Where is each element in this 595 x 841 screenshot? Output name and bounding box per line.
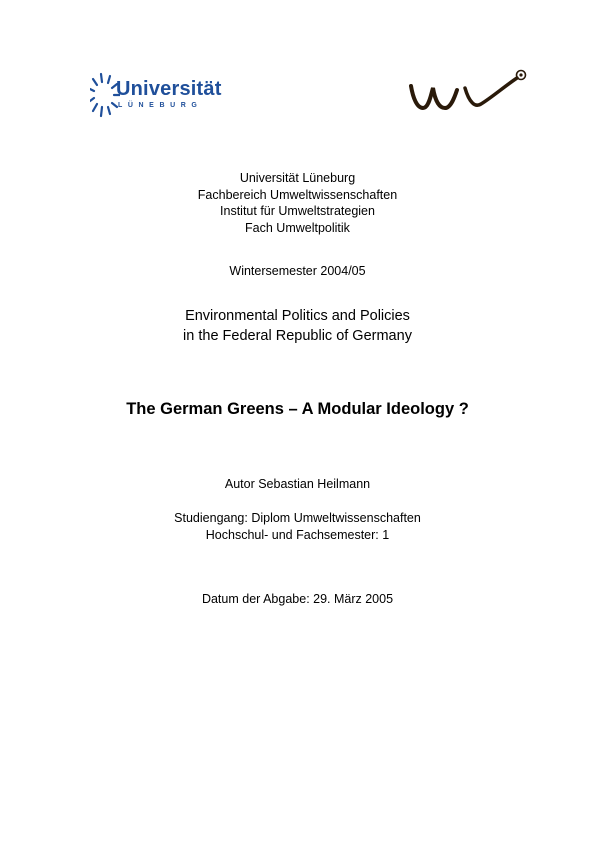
institution-institute: Institut für Umweltstrategien <box>220 204 375 218</box>
logo-wordmark: Universität <box>116 78 222 100</box>
institution-university: Universität Lüneburg <box>239 171 356 185</box>
course-line-1: Environmental Politics and Policies <box>185 308 410 324</box>
course-block <box>0 306 595 346</box>
institution-subject: Fach Umweltpolitik <box>245 220 350 235</box>
institution-block <box>0 170 595 236</box>
author: Autor Sebastian Heilmann <box>224 477 371 491</box>
studies-program: Studiengang: Diplom Umweltwissenschaften <box>174 511 421 525</box>
studies-semester: Hochschul- und Fachsemester: 1 <box>205 527 390 542</box>
signature-logo-icon <box>405 68 530 118</box>
logo-subtitle: LÜNEBURG <box>118 102 203 109</box>
university-logo <box>90 70 230 120</box>
submission-date: Datum der Abgabe: 29. März 2005 <box>201 592 394 606</box>
semester: Wintersemester 2004/05 <box>229 264 366 278</box>
department-logo <box>405 68 530 118</box>
studies-block <box>0 510 595 543</box>
document-title: The German Greens – A Modular Ideology ? <box>126 400 469 418</box>
course-line-2: in the Federal Republic of Germany <box>183 328 412 344</box>
institution-department: Fachbereich Umweltwissenschaften <box>197 187 398 202</box>
